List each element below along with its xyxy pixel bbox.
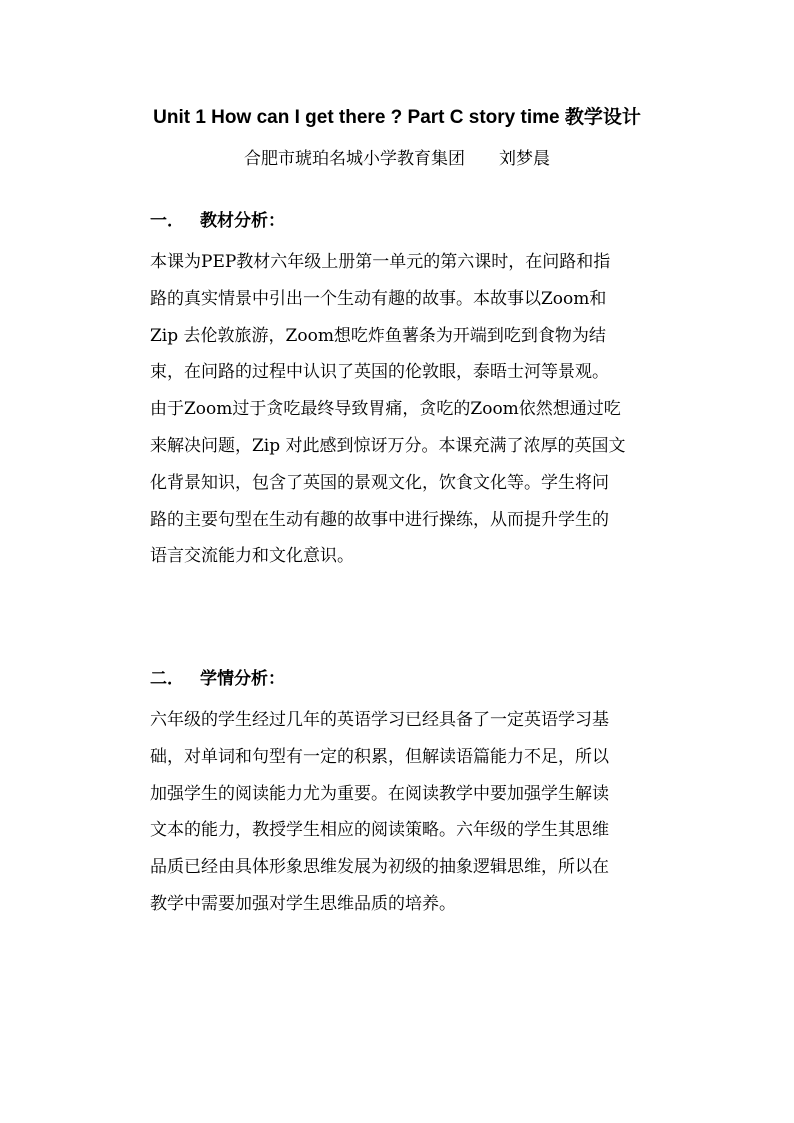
paragraph-line: 六年级的学生经过几年的英语学习已经具备了一定英语学习基 bbox=[150, 710, 609, 730]
section-number: 二． bbox=[150, 669, 184, 689]
paragraph-line: 由于Zoom过于贪吃最终导致胃痛，贪吃的Zoom依然想通过吃 bbox=[150, 399, 621, 420]
section-heading-student-analysis bbox=[150, 666, 285, 692]
paragraph-line: 路的真实情景中引出一个生动有趣的故事。本故事以Zoom和 bbox=[150, 288, 607, 309]
paragraph-line: Zip 去伦敦旅游，Zoom想吃炸鱼薯条为开端到吃到食物为结 bbox=[150, 325, 606, 346]
section-title: 学情分析： bbox=[200, 669, 285, 689]
paragraph-line: 品质已经由具体形象思维发展为初级的抽象逻辑思维，所以在 bbox=[150, 857, 609, 878]
paragraph-line: 础，对单词和句型有一定的积累，但解读语篇能力不足，所以 bbox=[150, 746, 609, 767]
paragraph-line: 教学中需要加强对学生思维品质的培养。 bbox=[150, 893, 456, 914]
textbook-analysis-paragraph bbox=[150, 244, 690, 575]
paragraph-line: 束，在问路的过程中认识了英国的伦敦眼，泰晤士河等景观。 bbox=[150, 362, 609, 383]
student-analysis-paragraph bbox=[150, 702, 690, 923]
paragraph-line: 加强学生的阅读能力尤为重要。在阅读教学中要加强学生解读 bbox=[150, 783, 609, 804]
section-heading-textbook-analysis bbox=[150, 208, 285, 234]
author-school: 合肥市琥珀名城小学教育集团 bbox=[244, 149, 465, 169]
paragraph-line: 来解决问题，Zip 对此感到惊讶万分。本课充满了浓厚的英国文 bbox=[150, 435, 626, 456]
section-number: 一． bbox=[150, 211, 184, 231]
paragraph-line: 化背景知识，包含了英国的景观文化，饮食文化等。学生将问 bbox=[150, 472, 609, 493]
paragraph-line: 语言交流能力和文化意识。 bbox=[150, 546, 354, 567]
document-title: Unit 1 How can I get there ? Part C story time 教学设计 bbox=[153, 107, 641, 128]
paragraph-line: 路的主要句型在生动有趣的故事中进行操练，从而提升学生的 bbox=[150, 509, 609, 530]
section-title: 教材分析： bbox=[200, 211, 285, 231]
paragraph-line: 本课为PEP教材六年级上册第一单元的第六课时，在问路和指 bbox=[150, 252, 611, 272]
author-line bbox=[0, 146, 794, 172]
author-name: 刘梦晨 bbox=[499, 149, 550, 169]
paragraph-line: 文本的能力，教授学生相应的阅读策略。六年级的学生其思维 bbox=[150, 820, 609, 841]
